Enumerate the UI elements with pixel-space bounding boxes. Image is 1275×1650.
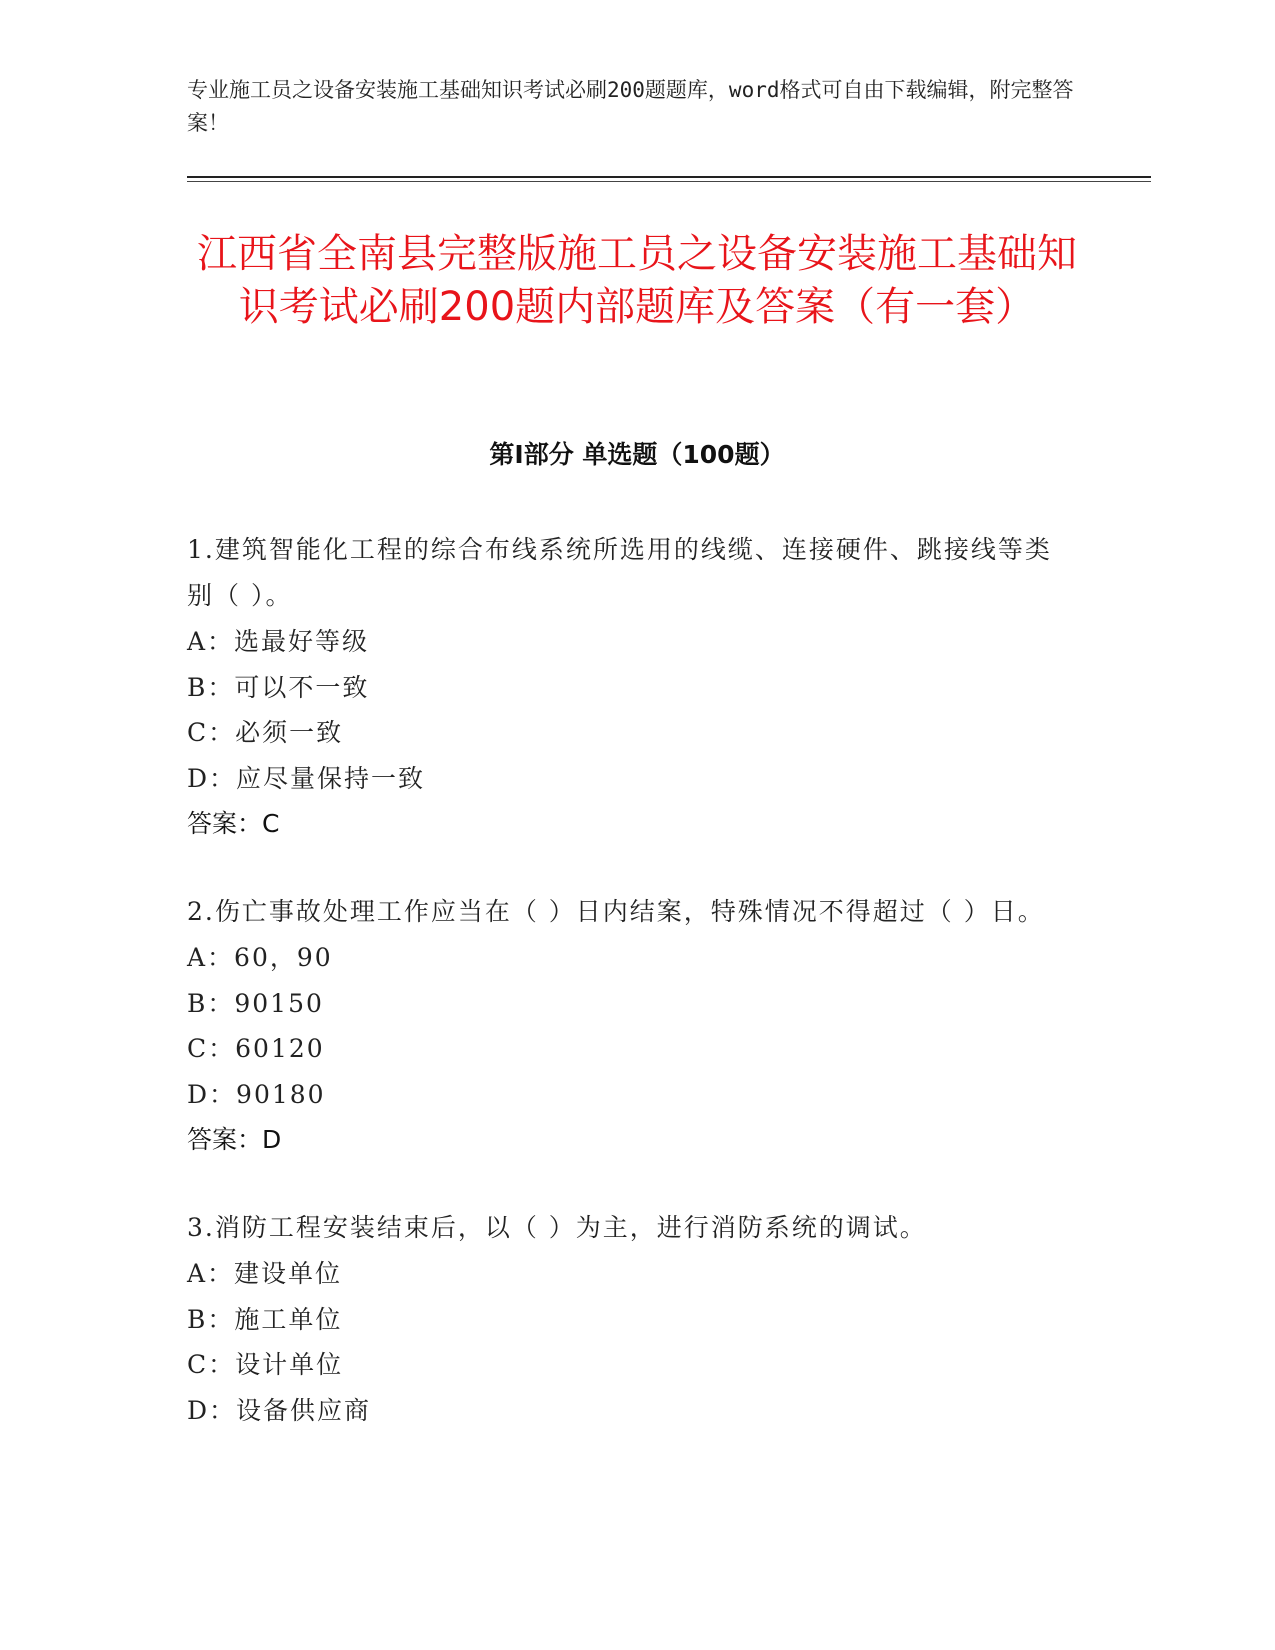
- question-stem: 2.伤亡事故处理工作应当在（ ）日内结案，特殊情况不得超过（ ）日。: [187, 897, 1045, 926]
- header-divider-thin: [187, 181, 1151, 182]
- option-a: A：建设单位: [187, 1259, 343, 1288]
- option-d: D：应尽量保持一致: [187, 763, 426, 793]
- option-c: C：必须一致: [187, 718, 344, 747]
- option-a: A：选最好等级: [187, 627, 370, 656]
- question-stem: 1.建筑智能化工程的综合布线系统所选用的线缆、连接硬件、跳接线等类别（ ）。: [187, 535, 1052, 610]
- question-list: [187, 527, 1067, 1475]
- question-2: [187, 889, 1067, 1163]
- option-c: C：设计单位: [187, 1350, 344, 1379]
- question-stem: 3.消防工程安装结束后，以（ ）为主，进行消防系统的调试。: [187, 1213, 927, 1242]
- option-b: B：可以不一致: [187, 672, 370, 702]
- document-title: 江西省全南县完整版施工员之设备安装施工基础知识考试必刷200题内部题库及答案（有一套）: [197, 231, 1077, 330]
- option-c: C：60120: [187, 1034, 325, 1063]
- option-b: B：90150: [187, 988, 324, 1018]
- question-1: [187, 527, 1067, 847]
- option-a: A：60，90: [187, 943, 333, 972]
- header-note: 专业施工员之设备安装施工基础知识考试必刷200题题库，word格式可自由下载编辑，附完整答案！: [187, 78, 1074, 135]
- option-b: B：施工单位: [187, 1304, 343, 1334]
- question-answer: 答案：D: [187, 1125, 282, 1154]
- question-3: [187, 1205, 1067, 1433]
- option-d: D：90180: [187, 1079, 326, 1109]
- section-heading: 第Ⅰ部分 单选题（100题）: [489, 440, 785, 469]
- header-divider-thick: [187, 176, 1151, 178]
- option-d: D：设备供应商: [187, 1395, 372, 1425]
- question-answer: 答案：C: [187, 809, 280, 838]
